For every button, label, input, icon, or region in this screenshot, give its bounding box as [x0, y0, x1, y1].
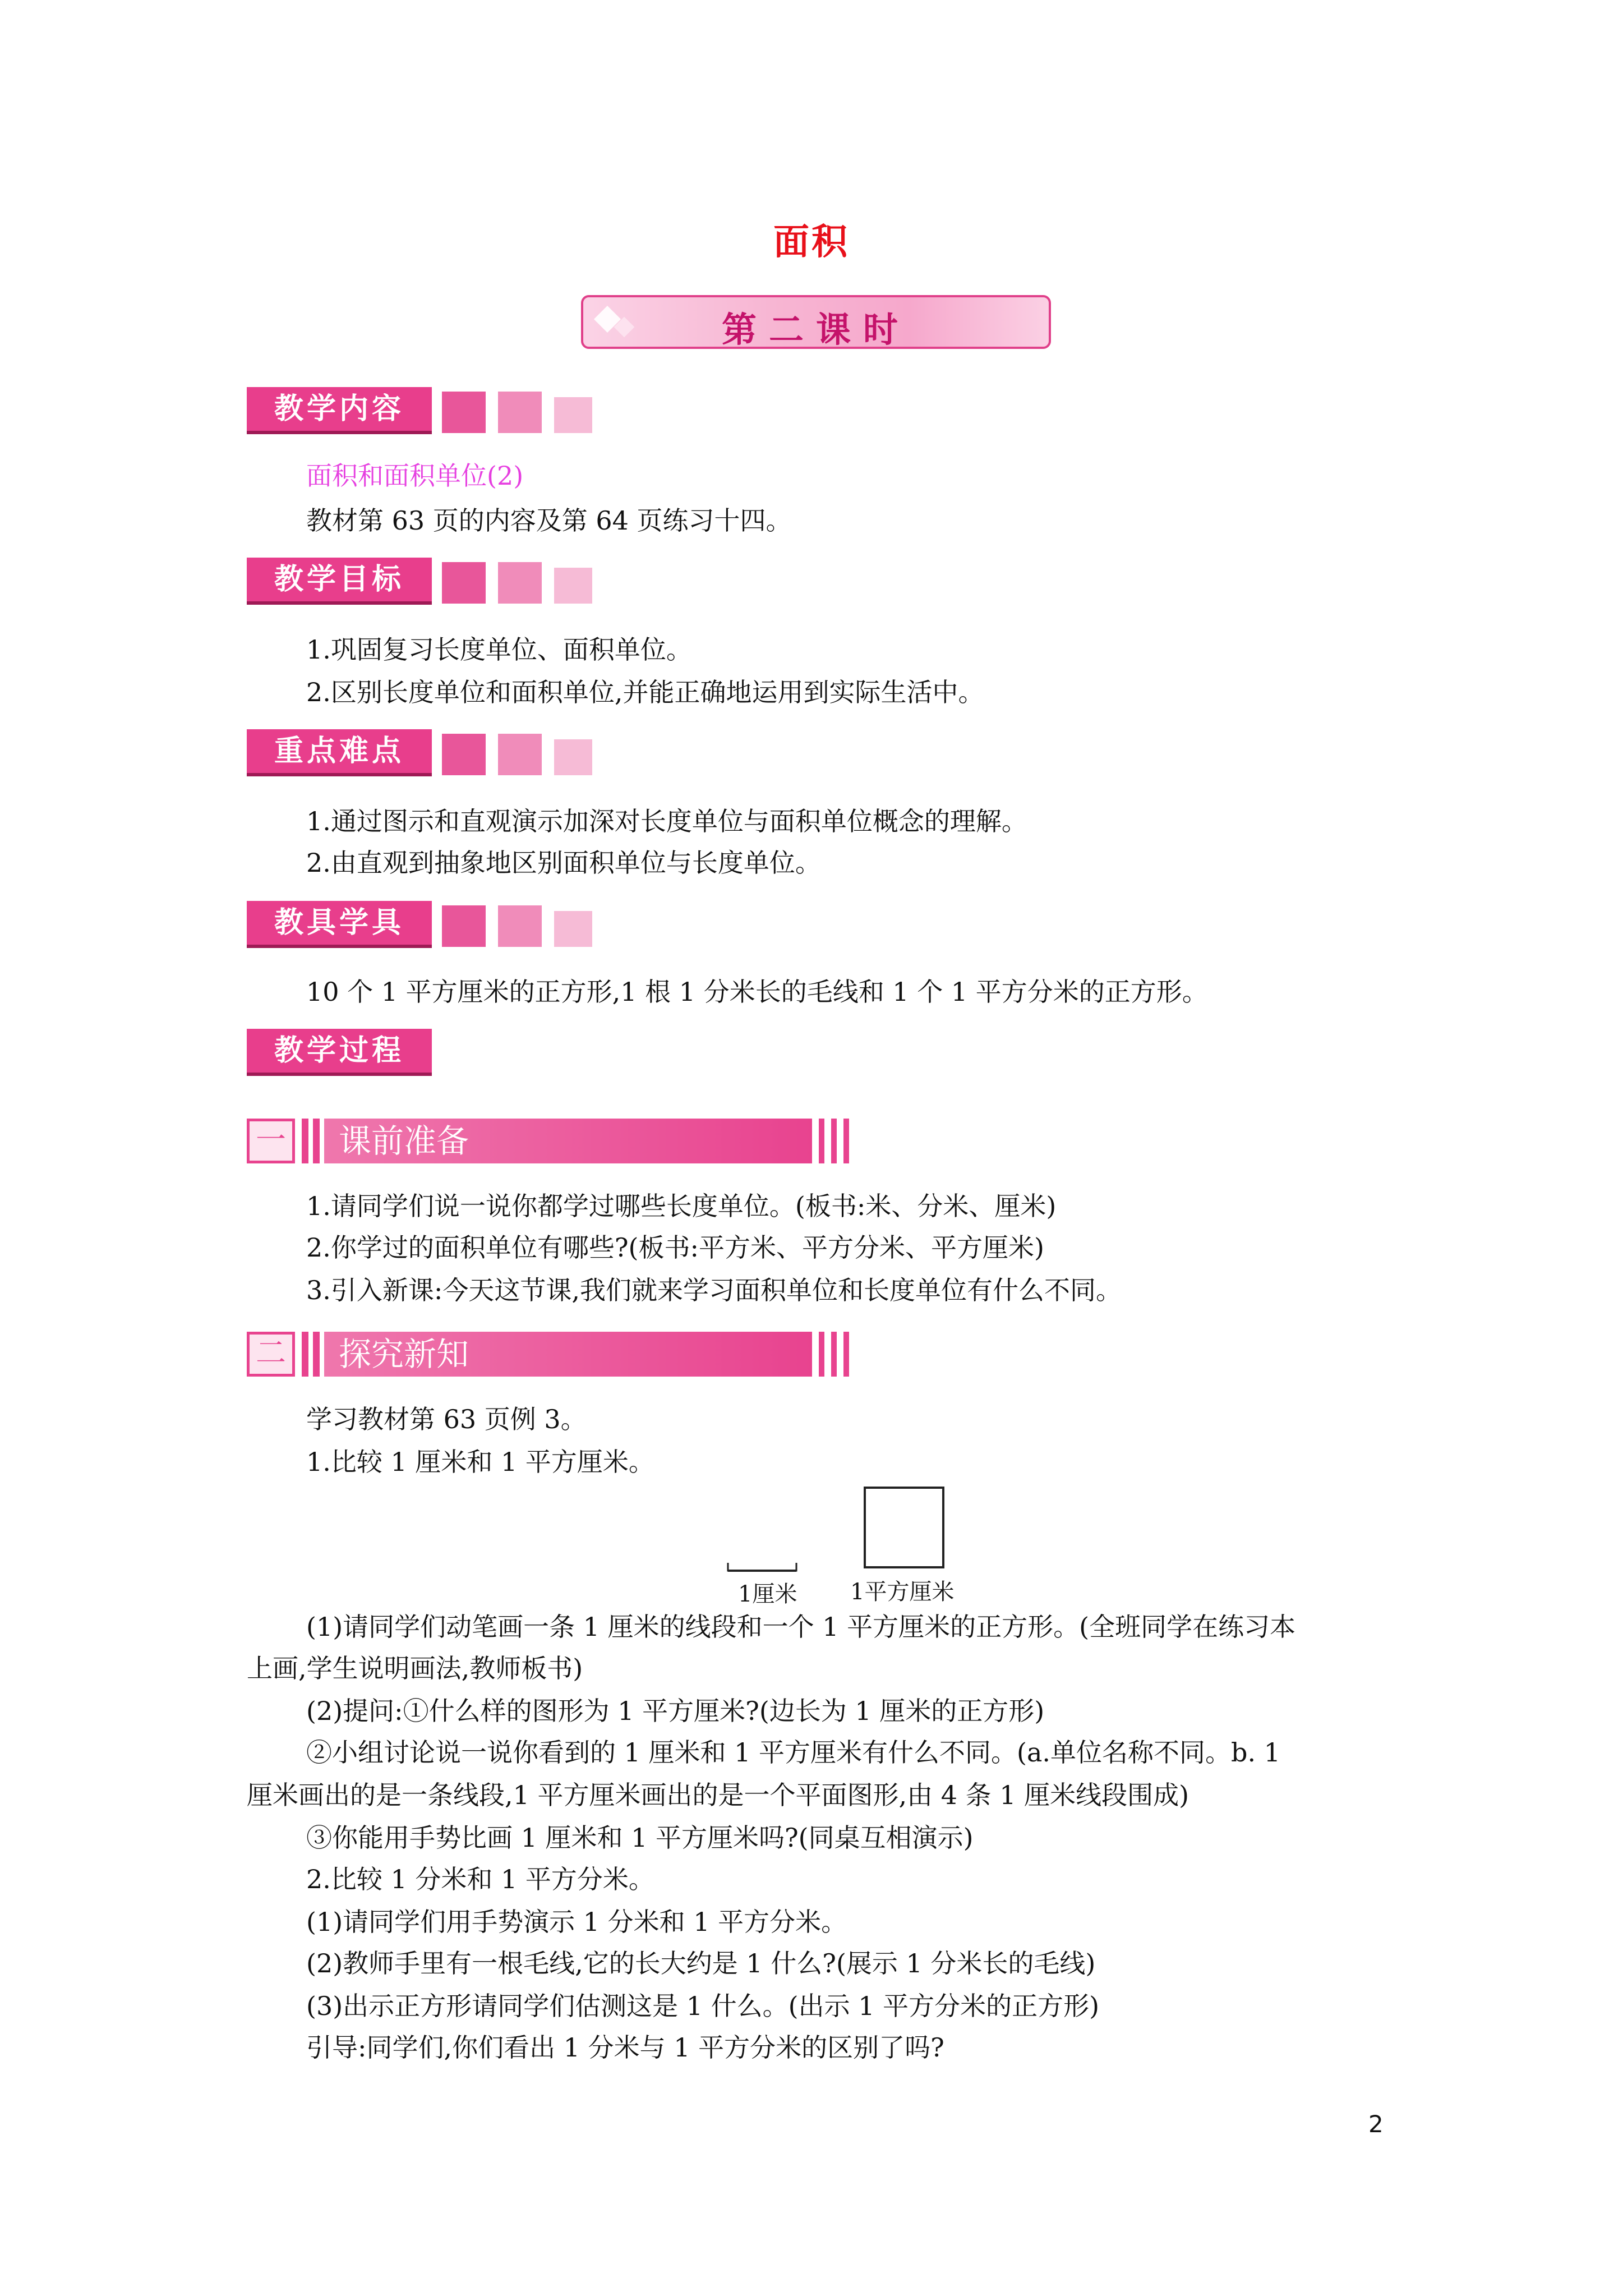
goal-item: 2.区别长度单位和面积单位,并能正确地运用到实际生活中。 — [306, 677, 984, 707]
prep-item: 1.请同学们说一说你都学过哪些长度单位。(板书:米、分米、厘米) — [306, 1191, 1057, 1221]
content-text: 教材第 63 页的内容及第 64 页练习十四。 — [306, 505, 792, 536]
section-label: 教具学具 — [247, 901, 432, 948]
square-decoration-icon — [554, 397, 592, 433]
square-decoration-icon — [554, 739, 592, 775]
bar-decoration-icon — [843, 1332, 849, 1377]
square-decoration-icon — [498, 905, 542, 947]
bar-decoration-icon — [831, 1119, 837, 1163]
question-1-line1: (1)请同学们动笔画一条 1 厘米的线段和一个 1 平方厘米的正方形。(全班同学在练习本 — [306, 1612, 1296, 1642]
explore-item: 2.比较 1 分米和 1 平方分米。 — [306, 1864, 654, 1894]
lesson-banner — [581, 295, 1051, 349]
prep-item: 3.引入新课:今天这节课,我们就来学习面积单位和长度单位有什么不同。 — [306, 1275, 1122, 1305]
bar-decoration-icon — [313, 1332, 320, 1377]
bar-decoration-icon — [843, 1119, 849, 1163]
square-decoration-icon — [498, 562, 542, 604]
section-label: 教学内容 — [247, 387, 432, 434]
line-segment-icon — [728, 1563, 796, 1571]
question-2b-line2: 厘米画出的是一条线段,1 平方厘米画出的是一个平面图形,由 4 条 1 厘米线段围成) — [247, 1780, 1189, 1810]
request-1: (1)请同学们用手势演示 1 分米和 1 平方分米。 — [306, 1907, 847, 1937]
square-decoration-icon — [554, 568, 592, 604]
question-2c: ③你能用手势比画 1 厘米和 1 平方厘米吗?(同桌互相演示) — [306, 1823, 974, 1853]
line-label: 1厘米 — [738, 1581, 797, 1607]
prep-item: 2.你学过的面积单位有哪些?(板书:平方米、平方分米、平方厘米) — [306, 1232, 1044, 1263]
bar-decoration-icon — [302, 1119, 308, 1163]
square-label: 1平方厘米 — [850, 1579, 955, 1605]
explore-intro: 学习教材第 63 页例 3。 — [306, 1404, 587, 1434]
square-decoration-icon — [442, 734, 486, 775]
square-shape — [865, 1488, 943, 1567]
explore-item: 1.比较 1 厘米和 1 平方厘米。 — [306, 1447, 654, 1477]
question-1-line2: 上画,学生说明画法,教师板书) — [247, 1653, 583, 1683]
bar-decoration-icon — [302, 1332, 308, 1377]
bar-decoration-icon — [831, 1332, 837, 1377]
lesson-banner-label: 第二课时 — [721, 309, 910, 350]
request-3: (3)出示正方形请同学们估测这是 1 什么。(出示 1 平方分米的正方形) — [306, 1991, 1100, 2021]
question-2: (2)提问:①什么样的图形为 1 平方厘米?(边长为 1 厘米的正方形) — [306, 1696, 1045, 1726]
tools-text: 10 个 1 平方厘米的正方形,1 根 1 分米长的毛线和 1 个 1 平方分米的正方形。 — [306, 977, 1208, 1007]
step-name: 探究新知 — [324, 1332, 812, 1377]
section-label: 教学目标 — [247, 558, 432, 605]
step-number: 二 — [247, 1332, 295, 1377]
square-decoration-icon — [442, 392, 486, 433]
goal-item: 1.巩固复习长度单位、面积单位。 — [306, 634, 692, 665]
section-label: 重点难点 — [247, 729, 432, 776]
square-decoration-icon — [442, 905, 486, 947]
square-decoration-icon — [498, 734, 542, 775]
request-2: (2)教师手里有一根毛线,它的长大约是 1 什么?(展示 1 分米长的毛线) — [306, 1948, 1096, 1978]
section-label: 教学过程 — [247, 1029, 432, 1076]
square-decoration-icon — [498, 392, 542, 433]
bar-decoration-icon — [313, 1119, 320, 1163]
page-number: 2 — [1368, 2110, 1384, 2138]
step-name: 课前准备 — [324, 1119, 812, 1163]
bar-decoration-icon — [819, 1332, 824, 1377]
step-number: 一 — [247, 1119, 295, 1163]
content-subtitle: 面积和面积单位(2) — [306, 461, 524, 491]
page-title: 面积 — [773, 222, 850, 263]
key-point-item: 2.由直观到抽象地区别面积单位与长度单位。 — [306, 848, 821, 878]
square-decoration-icon — [442, 562, 486, 604]
key-point-item: 1.通过图示和直观演示加深对长度单位与面积单位概念的理解。 — [306, 806, 1027, 836]
square-decoration-icon — [554, 911, 592, 947]
bar-decoration-icon — [819, 1119, 824, 1163]
question-2b-line1: ②小组讨论说一说你看到的 1 厘米和 1 平方厘米有什么不同。(a.单位名称不同。b. 1 — [306, 1737, 1280, 1768]
guide-text: 引导:同学们,你们看出 1 分米与 1 平方分米的区别了吗? — [306, 2032, 944, 2063]
